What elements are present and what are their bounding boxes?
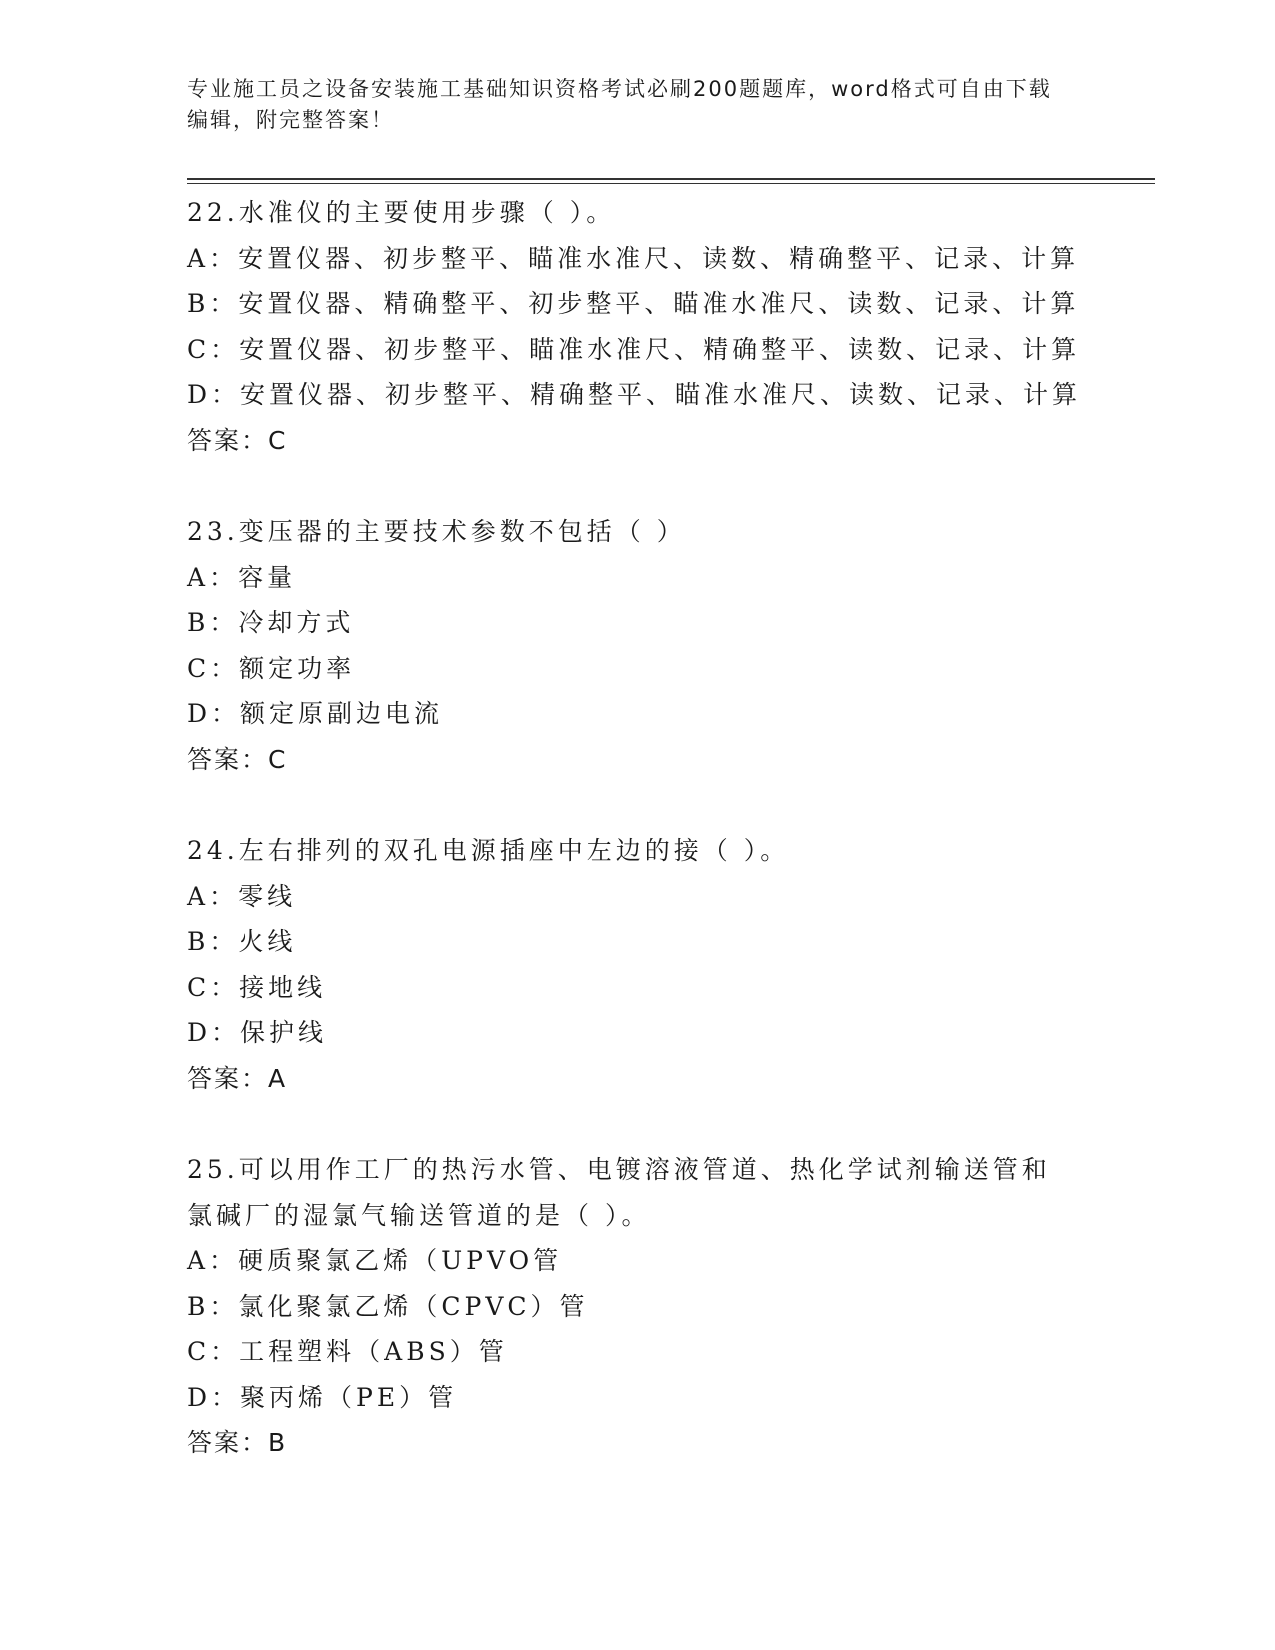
option-text: 硬质聚氯乙烯（UPVO管 xyxy=(238,1246,563,1275)
answer-line xyxy=(187,1056,1087,1102)
answer-line xyxy=(187,1420,1087,1466)
option-c xyxy=(187,646,1087,692)
question-number: 24. xyxy=(187,836,239,865)
option-text: 冷却方式 xyxy=(238,608,355,637)
option-text: 额定功率 xyxy=(239,653,356,683)
answer-value: C xyxy=(268,425,288,455)
header-rule-thick xyxy=(187,178,1155,180)
option-text: 火线 xyxy=(238,927,297,956)
question-number: 23. xyxy=(187,517,239,546)
answer-value: A xyxy=(268,1063,288,1093)
answer-line xyxy=(187,418,1087,464)
question-24 xyxy=(187,828,1087,1101)
option-text: 额定原副边电流 xyxy=(240,699,444,728)
option-key: A： xyxy=(187,1246,239,1275)
option-key: C： xyxy=(187,1337,240,1366)
option-text: 安置仪器、初步整平、瞄准水准尺、精确整平、读数、记录、计算 xyxy=(239,334,1081,364)
question-number: 25. xyxy=(187,1155,239,1184)
option-key: B： xyxy=(187,1291,239,1321)
answer-value: C xyxy=(268,744,288,774)
option-a xyxy=(187,555,1087,601)
option-key: B： xyxy=(187,927,239,956)
option-text: 安置仪器、初步整平、精确整平、瞄准水准尺、读数、记录、计算 xyxy=(240,380,1082,409)
option-text: 工程塑料（ABS）管 xyxy=(239,1337,508,1366)
answer-label: 答案： xyxy=(187,1063,269,1093)
option-text: 安置仪器、初步整平、瞄准水准尺、读数、精确整平、记录、计算 xyxy=(238,243,1080,273)
option-b xyxy=(187,1284,1087,1330)
option-text: 聚丙烯（PE）管 xyxy=(240,1382,458,1412)
question-number: 22. xyxy=(187,198,239,227)
option-text: 容量 xyxy=(238,562,297,592)
option-text: 接地线 xyxy=(239,972,327,1002)
question-text: 变压器的主要技术参数不包括（ ） xyxy=(238,517,686,546)
option-text: 氯化聚氯乙烯（CPVC）管 xyxy=(238,1291,589,1321)
header-rule-thin xyxy=(187,183,1155,184)
option-c xyxy=(187,965,1087,1011)
question-stem xyxy=(187,190,1077,236)
option-key: B： xyxy=(187,289,239,318)
question-text: 水准仪的主要使用步骤（ ）。 xyxy=(238,198,616,227)
answer-label: 答案： xyxy=(187,425,269,455)
answer-value: B xyxy=(268,1428,288,1457)
option-text: 保护线 xyxy=(240,1018,328,1047)
question-stem xyxy=(187,509,1077,555)
option-d xyxy=(187,1010,1087,1056)
document-intro: 专业施工员之设备安装施工基础知识资格考试必刷200题题库，word格式可自由下载编辑，附完整答案！ xyxy=(187,77,1052,132)
question-text: 左右排列的双孔电源插座中左边的接（ ）。 xyxy=(238,836,790,865)
question-stem xyxy=(187,828,1077,874)
option-key: A： xyxy=(187,881,239,911)
answer-line xyxy=(187,737,1087,783)
option-d xyxy=(187,372,1087,418)
option-b xyxy=(187,600,1087,646)
option-b xyxy=(187,919,1087,965)
option-a xyxy=(187,874,1087,920)
option-d xyxy=(187,1375,1087,1421)
option-key: D： xyxy=(187,380,241,409)
option-key: D： xyxy=(187,699,241,728)
option-a xyxy=(187,1238,1087,1284)
option-d xyxy=(187,691,1087,737)
question-25 xyxy=(187,1147,1087,1466)
question-23 xyxy=(187,509,1087,782)
option-key: C： xyxy=(187,972,240,1002)
answer-label: 答案： xyxy=(187,744,269,774)
option-key: B： xyxy=(187,608,239,637)
answer-label: 答案： xyxy=(187,1428,269,1457)
option-text: 零线 xyxy=(238,881,297,911)
option-a xyxy=(187,236,1087,282)
question-list xyxy=(187,190,1087,1512)
question-stem xyxy=(187,1147,1077,1238)
option-key: A： xyxy=(187,243,239,273)
option-key: C： xyxy=(187,653,240,683)
option-key: C： xyxy=(187,334,240,364)
option-b xyxy=(187,281,1087,327)
option-c xyxy=(187,1329,1087,1375)
question-22 xyxy=(187,190,1087,463)
question-text: 可以用作工厂的热污水管、电镀溶液管道、热化学试剂输送管和氯碱厂的湿氯气输送管道的是（ ）。 xyxy=(187,1155,1051,1230)
option-key: D： xyxy=(187,1382,241,1412)
option-text: 安置仪器、精确整平、初步整平、瞄准水准尺、读数、记录、计算 xyxy=(238,289,1080,318)
option-key: A： xyxy=(187,562,239,592)
option-c xyxy=(187,327,1087,373)
option-key: D： xyxy=(187,1018,241,1047)
